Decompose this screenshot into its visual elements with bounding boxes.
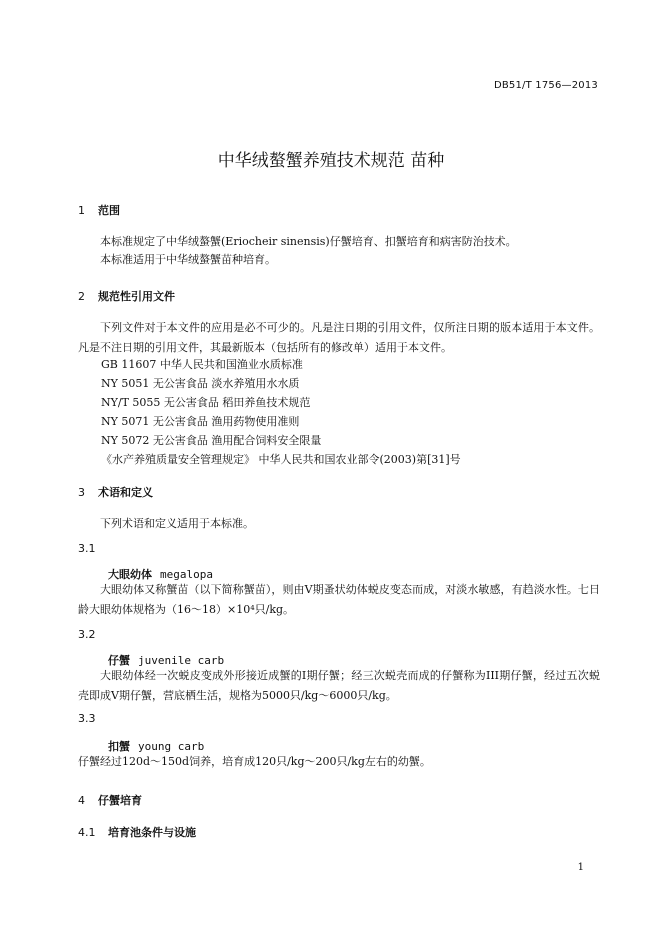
section-4-heading	[78, 792, 142, 808]
term-3-3-number: 3.3	[78, 712, 96, 725]
subsection-4-1-heading	[78, 824, 196, 840]
document-code: DB51/T 1756—2013	[493, 80, 598, 91]
section-3-paragraph-1: 下列术语和定义适用于本标准。	[100, 517, 254, 530]
term-english: megalopa	[160, 568, 213, 581]
section-title: 规范性引用文件	[98, 290, 175, 303]
reference-item: NY 5051 无公害食品 淡水养殖用水水质	[101, 377, 300, 390]
subsection-number: 4.1	[78, 826, 96, 839]
section-number: 3	[78, 486, 85, 499]
section-1-paragraph-1: 本标准规定了中华绒螯蟹(Eriocheir sinensis)仔蟹培育、扣蟹培育和病害防治技术。	[100, 235, 517, 248]
section-title: 仔蟹培育	[98, 794, 142, 807]
reference-item: NY 5071 无公害食品 渔用药物使用准则	[101, 415, 300, 428]
term-3-1-number: 3.1	[78, 542, 96, 555]
reference-item: NY 5072 无公害食品 渔用配合饲料安全限量	[101, 434, 322, 447]
term-chinese: 仔蟹	[108, 654, 130, 667]
section-title: 术语和定义	[98, 486, 153, 499]
section-3-heading	[78, 484, 153, 500]
document-title: 中华绒螯蟹养殖技术规范 苗种	[217, 151, 445, 171]
term-3-2-number: 3.2	[78, 628, 96, 641]
subsection-title: 培育池条件与设施	[108, 826, 196, 839]
section-number: 1	[78, 204, 85, 217]
section-2-paragraph-1: 下列文件对于本文件的应用是必不可少的。凡是注日期的引用文件，仅所注日期的版本适用于本文件。凡是不注日期的引用文件，其最新版本（包括所有的修改单）适用于本文件。	[78, 321, 600, 354]
term-chinese: 大眼幼体	[108, 568, 152, 581]
term-english: young carb	[138, 740, 205, 753]
section-number: 2	[78, 290, 85, 303]
term-3-1-definition: 大眼幼体又称蟹苗（以下简称蟹苗），则由Ⅴ期蚤状幼体蜕皮变态而成，对淡水敏感，有趋淡水性。七日龄大眼幼体规格为（16～18）×10⁴只/kg。	[78, 583, 600, 616]
term-3-3-definition: 仔蟹经过120d～150d饲养，培育成120只/kg～200只/kg左右的幼蟹。	[78, 755, 431, 768]
term-chinese: 扣蟹	[108, 740, 130, 753]
reference-item: 《水产养殖质量安全管理规定》 中华人民共和国农业部令(2003)第[31]号	[101, 453, 461, 466]
section-title: 范围	[98, 204, 120, 217]
section-1-heading	[78, 202, 120, 218]
section-2-heading	[78, 288, 175, 304]
term-3-2-definition: 大眼幼体经一次蜕皮变成外形接近成蟹的I期仔蟹；经三次蜕壳而成的仔蟹称为III期仔蟹，经过五次蜕壳即成Ⅴ期仔蟹，营底栖生活，规格为5000只/kg～6000只/kg。	[78, 669, 600, 702]
page-number: 1	[577, 862, 584, 873]
reference-item: GB 11607 中华人民共和国渔业水质标准	[101, 358, 303, 371]
term-english: juvenile carb	[138, 654, 225, 667]
reference-item: NY/T 5055 无公害食品 稻田养鱼技术规范	[101, 396, 311, 409]
section-number: 4	[78, 794, 85, 807]
section-1-paragraph-2: 本标准适用于中华绒螯蟹苗种培育。	[100, 253, 276, 266]
